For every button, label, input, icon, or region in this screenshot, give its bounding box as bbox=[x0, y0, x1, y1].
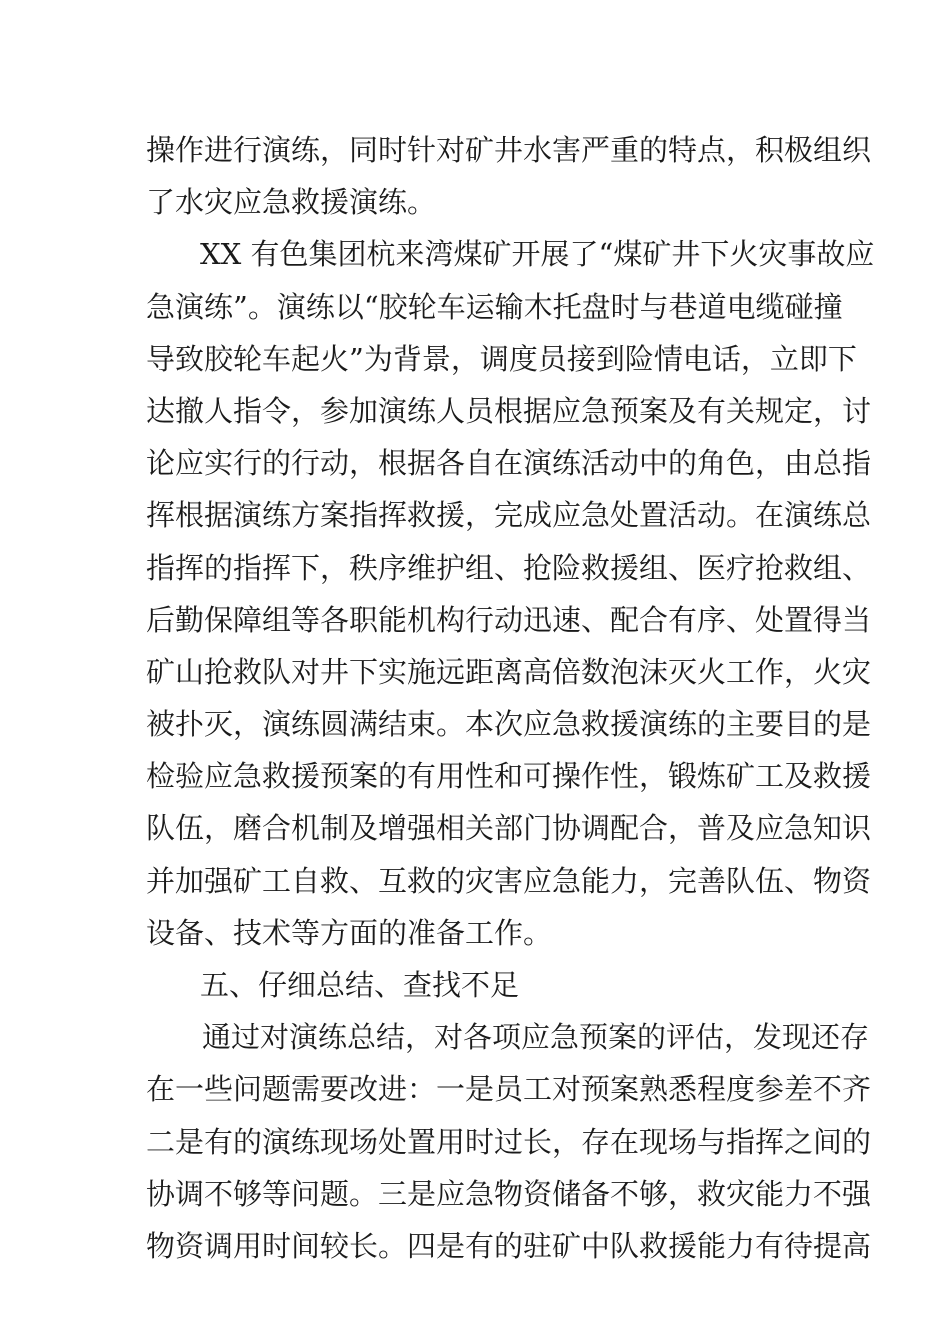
text-line: 物资调用时间较长。四是有的驻矿中队救援能力有待提高 bbox=[146, 1228, 872, 1263]
text-line: 后勤保障组等各职能机构行动迅速、配合有序、处置得当 bbox=[146, 602, 872, 637]
text-line: 达撤人指令，参加演练人员根据应急预案及有关规定，讨 bbox=[146, 393, 872, 428]
text-line: 操作进行演练，同时针对矿井水害严重的特点，积极组织 bbox=[146, 133, 872, 167]
text-line: XX 有色集团杭来湾煤矿开展了“煤矿井下火灾事故应 bbox=[200, 237, 875, 272]
text-line: 队伍，磨合机制及增强相关部门协调配合，普及应急知识 bbox=[146, 811, 872, 846]
text-line: 指挥的指挥下，秩序维护组、抢险救援组、医疗抢救组、 bbox=[146, 550, 872, 585]
text-line: 论应实行的行动，根据各自在演练活动中的角色，由总指 bbox=[146, 446, 872, 481]
paragraph bbox=[146, 228, 875, 959]
paragraph bbox=[146, 1011, 872, 1272]
paragraph bbox=[146, 124, 872, 228]
text-line: 通过对演练总结，对各项应急预案的评估，发现还存 bbox=[202, 1020, 870, 1055]
text-line: 在一些问题需要改进：一是员工对预案熟悉程度参差不齐 bbox=[146, 1072, 872, 1107]
section-heading bbox=[146, 959, 811, 1011]
text-line: 五、仔细总结、查找不足 bbox=[200, 968, 520, 1002]
text-line: 导致胶轮车起火”为背景，调度员接到险情电话，立即下 bbox=[146, 341, 857, 376]
text-line: 挥根据演练方案指挥救援，完成应急处置活动。在演练总 bbox=[146, 498, 872, 533]
text-line: 矿山抢救队对井下实施远距离高倍数泡沫灭火工作，火灾 bbox=[146, 654, 872, 689]
text-line: 检验应急救援预案的有用性和可操作性，锻炼矿工及救援 bbox=[146, 759, 872, 794]
text-line: 了水灾应急救援演练。 bbox=[146, 185, 437, 220]
text-line: 急演练”。演练以“胶轮车运输木托盘时与巷道电缆碰撞 bbox=[146, 289, 843, 324]
text-line: 设备、技术等方面的准备工作。 bbox=[146, 915, 553, 950]
document-body bbox=[146, 124, 875, 1272]
text-line: 并加强矿工自救、互救的灾害应急能力，完善队伍、物资 bbox=[146, 863, 872, 898]
text-line: 被扑灭，演练圆满结束。本次应急救援演练的主要目的是 bbox=[146, 707, 872, 742]
text-line: 协调不够等问题。三是应急物资储备不够，救灾能力不强 bbox=[146, 1176, 872, 1211]
text-line: 二是有的演练现场处置用时过长，存在现场与指挥之间的 bbox=[146, 1124, 872, 1159]
